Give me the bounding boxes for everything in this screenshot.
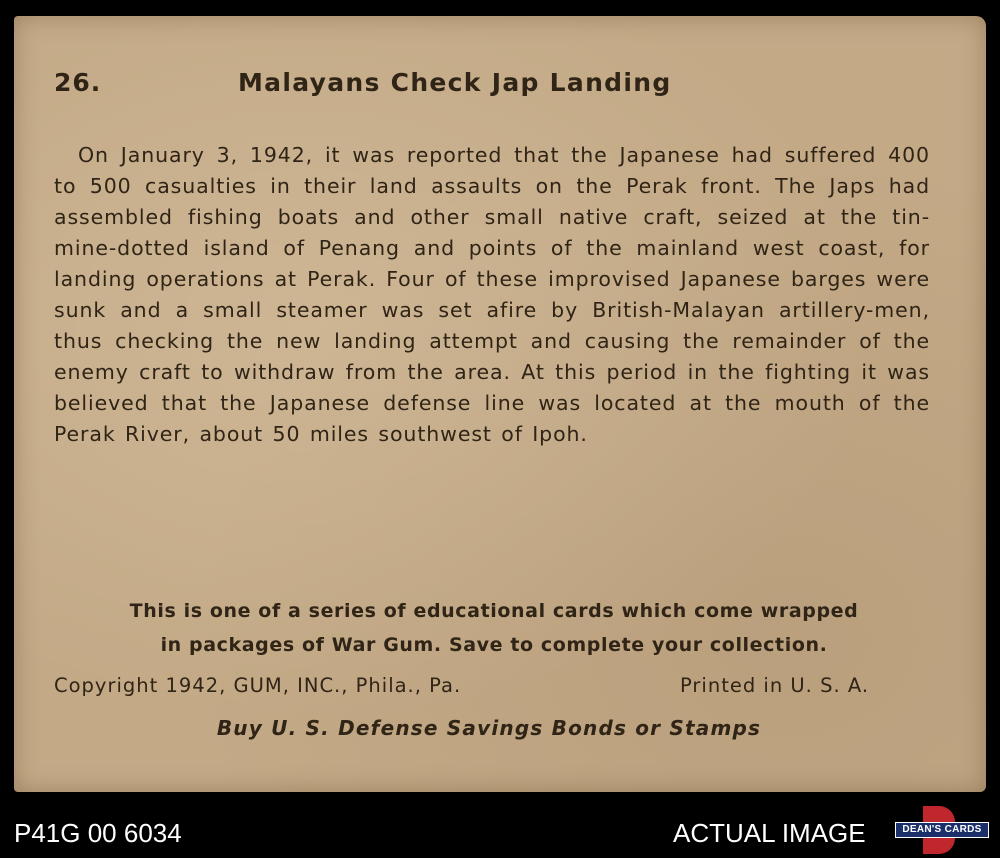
series-note-line-2: in packages of War Gum. Save to complete your collection. <box>160 634 828 656</box>
logo-text-band: DEAN'S CARDS <box>895 822 989 838</box>
series-note <box>54 594 934 662</box>
card-number: 26. <box>54 68 102 97</box>
item-id-label: P41G 00 6034 <box>14 818 182 848</box>
card-body-text: On January 3, 1942, it was reported that the Japanese had suffered 400 to 500 casualties in their land assaults on the Perak front. The Japs had assembled fishing boats and other small native craft, seized at the tin-mine-dotted island of Penang and points of the mainland west coast, for landing operations at Perak. Four of these improvised Japanese barges were sunk and a small steamer was set afire by British-Malayan artillery-men, thus checking the new landing attempt and causing the remainder of the enemy craft to withdraw from the area. At this period in the fighting it was believed that the Japanese defense line was located at the mouth of the Perak River, about 50 miles southwest of Ipoh. <box>54 143 930 446</box>
copyright-text: Copyright 1942, GUM, INC., Phila., Pa. <box>54 674 462 697</box>
deans-cards-logo <box>893 806 991 854</box>
card-title: Malayans Check Jap Landing <box>238 68 672 97</box>
card-back <box>14 16 986 792</box>
actual-image-label: ACTUAL IMAGE <box>673 818 866 848</box>
card-header <box>54 68 934 108</box>
printed-in-text: Printed in U. S. A. <box>680 674 870 697</box>
series-note-line-1: This is one of a series of educational cards which come wrapped <box>129 600 859 622</box>
defense-bonds-line: Buy U. S. Defense Savings Bonds or Stamps <box>216 716 762 740</box>
